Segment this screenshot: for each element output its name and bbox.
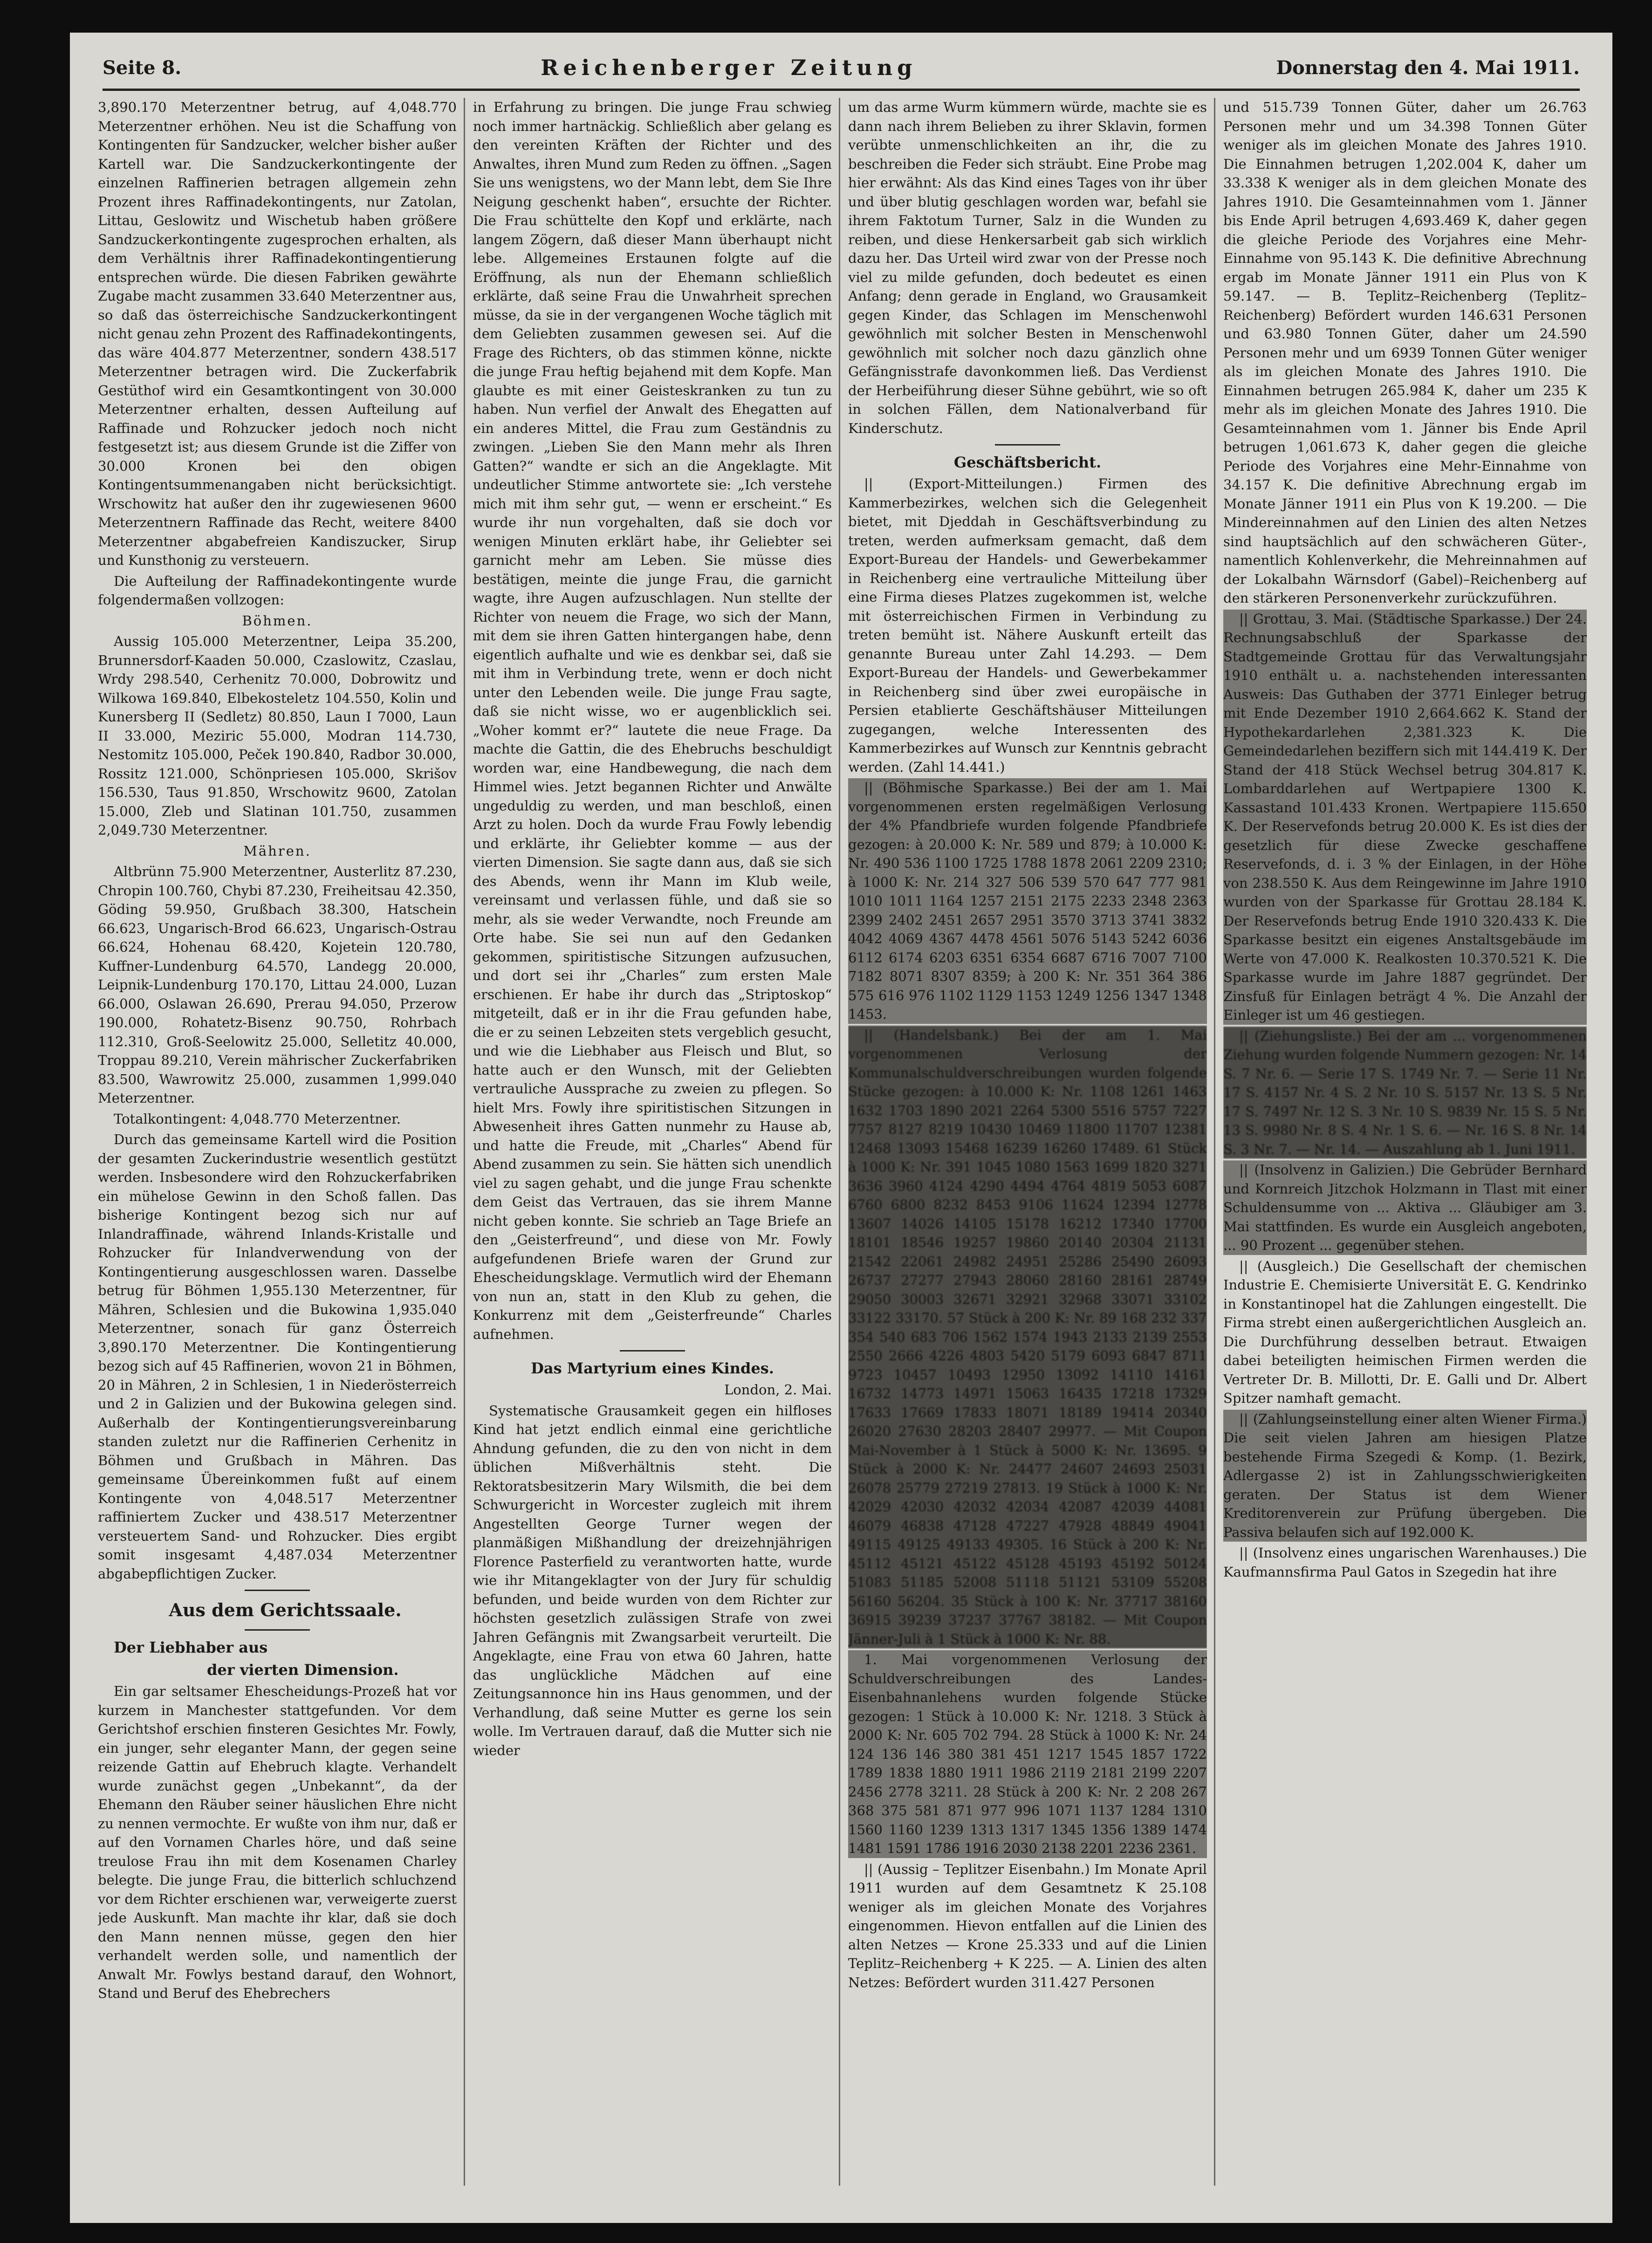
article-text: || (Insolvenz in Galizien.) Die Gebrüder Bernhard und Kornreich Jitzchok Holzmann in Tlast mit einer Schuldensumme von ... Aktiva ... Gläubiger am 3. Mai stattfinden. Es wurde ein Ausgleich angeboten, ... 90 Prozent ... gegenüber stehen. [1223,1160,1587,1255]
article-text: || (Handelsbank.) Bei der am 1. Mai vorgenommenen Verlosung der Kommunalschuldverschreibungen wurden folgende Stücke gezogen: à 10.000 K: Nr. 1108 1261 1463 1632 1703 1890 2021 2264 5300 5516 5757 7227 7757 8127 8219 10430 10469 11800 11707 12381 12468 13093 15468 16239 16260 17489. 61 Stück à 1000 K: Nr. 391 1045 1080 1563 1699 1820 3271 3636 3960 4124 4290 4494 4764 4819 5053 6087 6760 6800 8232 8453 9106 11624 12394 12778 13607 14026 14105 15178 16212 17340 17700 18101 18546 19257 19860 20140 20304 21131 21542 22061 24982 24951 25286 25490 26093 26737 27277 27943 28060 28160 28161 28749 29050 30003 32671 32921 32968 33071 33102 33122 33170. 57 Stück à 200 K: Nr. 89 168 232 337 354 540 683 706 1562 1574 1943 2133 2139 2553 2550 2666 4226 4803 5420 5179 6093 6847 8711 9723 10457 10493 12950 13092 14110 14161 16732 14773 14971 15063 16435 17218 17329 17633 17669 17833 18071 18189 19414 20340 26020 27630 28203 28407 29977. — Mit Coupon Mai-November à 1 Stück à 5000 K: Nr. 13695. 9 Stück à 2000 K: Nr. 24477 24607 24693 25031 26078 25779 27219 27813. 19 Stück à 1000 K: Nr. 42029 42030 42032 42034 42087 42039 44081 46079 46838 47128 47227 47928 48849 49041 49115 49125 49133 49305. 16 Stück à 200 K: Nr. 45112 45121 45122 45128 45193 45192 50124 51083 51185 52008 51118 51121 53109 55208 56160 56204. 35 Stück à 100 K: Nr. 37717 38160 36915 39239 37237 37767 38182. — Mit Coupon Jänner-Juli à 1 Stück à 1000 K: Nr. 88. [848,1026,1207,1649]
article-text: || (Insolvenz eines ungarischen Warenhauses.) Die Kaufmannsfirma Paul Gatos in Szegedin hat ihre [1223,1545,1587,1580]
section-heading-gerichtssaal: Aus dem Gerichtssaale. [169,1599,402,1620]
article-headline: der vierten Dimension. [207,1661,399,1679]
page-header [103,47,1580,91]
page-number: Seite 8. [103,56,182,79]
article-text: Totalkontingent: 4,048.770 Meterzentner. [114,1111,401,1127]
divider [995,444,1060,446]
section-heading-boehmen: Böhmen. [242,612,313,629]
article-text: || (Böhmische Sparkasse.) Bei der am 1. Mai vorgenommenen ersten regelmäßigen Verlosung der 4% Pfandbriefe wurden folgende Pfandbriefe gezogen: à 20.000 K: Nr. 589 und 879; à 10.000 K: Nr. 490 536 1100 1725 1788 1878 2061 2209 2310; à 1000 K: Nr. 214 327 506 539 570 647 777 981 1010 1011 1164 1257 2151 2175 2233 2348 2363 2399 2402 2451 2657 2951 3570 3713 3741 3832 4042 4069 4367 4478 4561 5076 5143 5242 6036 6112 6174 6203 6351 6354 6687 6716 7007 7100 7182 8071 8307 8359; à 200 K: Nr. 351 364 386 575 616 976 1102 1129 1153 1249 1256 1347 1348 1453. [848,778,1207,1024]
divider [245,1629,310,1631]
article-text: und 515.739 Tonnen Güter, daher um 26.763 Personen mehr und um 34.398 Tonnen Güter weniger als im gleichen Monate des Jahres 1910. Die Einnahmen betrugen 1,202.004 K, daher um 33.338 K weniger als in dem gleichen Monate des Jahres 1910. Die Gesamteinnahmen vom 1. Jänner bis Ende April betrugen 4,693.469 K, daher gegen die gleiche Periode des Vorjahres eine Mehr-Einnahme von 95.143 K. Die definitive Abrechnung ergab im Monate Jänner 1911 ein Plus von K 59.147. — B. Teplitz–Reichenberg (Teplitz–Reichenberg) Befördert wurden 146.631 Personen und 63.980 Tonnen Güter, daher um 24.590 Personen mehr und um 6939 Tonnen Güter weniger als im gleichen Monate des Jahres 1910. Die Einnahmen betrugen 265.984 K, daher um 235 K mehr als im gleichen Monate des Jahres 1910. Die Gesamteinnahmen vom 1. Jänner bis Ende April betrugen 1,061.673 K, daher gegen die gleiche Periode des Vorjahres eine Mehr-Einnahme von 34.157 K. Die definitive Abrechnung ergab im Monate Jänner 1911 ein Plus von K 19.200. — Die Mindereinnahmen auf den Linien des alten Netzes sind hauptsächlich auf den schwächeren Güter-, namentlich Kohlenverkehr, die Mehreinnahmen auf der Lokalbahn Wärnsdorf (Gabel)–Reichenberg auf den stärkeren Personenverkehr zurückzuführen. [1223,99,1587,606]
section-heading-maehren: Mähren. [243,843,311,859]
article-text: Die Aufteilung der Raffinadekontingente wurde folgendermaßen vollzogen: [98,573,457,608]
section-heading-geschaeftsbericht: Geschäftsbericht. [953,453,1102,471]
article-text: in Erfahrung zu bringen. Die junge Frau schwieg noch immer hartnäckig. Schließlich aber gelang es den vereinten Kräften der Richter und des Anwaltes, ihren Mund zum Reden zu öffnen. „Sagen Sie uns wenigstens, wo der Mann lebt, dem Sie Ihre Neigung geschenkt haben“, ersuchte der Richter. Die Frau schüttelte den Kopf und erklärte, nach langem Zögern, daß dieser Mann überhaupt nicht lebe. Allgemeines Erstaunen folgte auf die Eröffnung, als nun der Ehemann schließlich erklärte, daß seine Frau die Unwahrheit sprechen müsse, da sie in der vergangenen Woche täglich mit dem Geliebten zusammen gewesen sei. Auf die Frage des Richters, ob das stimmen könne, nickte die junge Frau heftig bejahend mit dem Kopfe. Man glaubte es mit einer Geisteskranken zu tun zu haben. Nun verfiel der Anwalt des Ehegatten auf ein anderes Mittel, die Frau zum Geständnis zu zwingen. „Lieben Sie den Mann mehr als Ihren Gatten?“ wandte er sich an die Angeklagte. Mit undeutlicher Stimme antwortete sie: „Ich verstehe mich mit ihm sehr gut, — wenn er erscheint.“ Es wurde ihr nun vorgehalten, daß sie doch vor wenigen Minuten erklärt habe, ihr Geliebter sei garnicht mehr am Leben. Sie müsse dies bestätigen, meinte die junge Frau, die garnicht wagte, ihre Augen aufzuschlagen. Nun stellte der Richter von neuem die Frage, wo sich der Mann, mit dem sie ihren Gatten hintergangen habe, denn eigentlich aufhalte und wie es denkbar sei, daß sie mit ihm in Verbindung trete, wenn er doch nicht unter den Lebenden weile. Die junge Frau sagte, daß sie nicht wisse, wo er augenblicklich sei. „Woher kommt er?“ lautete die neue Frage. Da machte die Gattin, die des Ehebruchs beschuldigt worden war, eine Handbewegung, die nach dem Himmel wies. Jetzt begannen Richter und Anwälte ungeduldig zu werden, und man beschloß, einen Arzt zu holen. Doch da wurde Frau Fowly lebendig und erklärte, ihr Geliebter komme — aus der vierten Dimension. Sie sagte dann aus, daß sie sich des Abends, wenn ihr Mann im Klub weile, vereinsamt und verlassen fühle, und daß sie so mehr, als sie weder Verwandte, noch Freunde am Orte habe. Sie sei nun auf den Gedanken gekommen, spiritistische Sitzungen aufzusuchen, und dort sei ihr „Charles“ zum ersten Male erschienen. Er habe ihr durch das „Striptoskop“ mitgeteilt, daß er in ihr die Frau gefunden habe, die er zu seinen Lebzeiten stets vergeblich gesucht, und wie die Liebhaber aus Fleisch und Blut, so hatte auch er den Wunsch, mit der Geliebten vertrauliche Aussprache zu zweien zu pflegen. So hielt Mrs. Fowly ihre spiritistischen Sitzungen in Abwesenheit ihres Gatten nunmehr zu Hause ab, und hatte die Freude, mit „Charles“ Abend für Abend zusammen zu sein. Sie hätten sich unendlich viel zu sagen gehabt, und die junge Frau schenkte dem Geist das Vertrauen, das sie ihrem Manne nicht geben konnte. Sie schrieb an Tage Briefe an den „Geisterfreund“, und diese von Mr. Fowly aufgefundenen Briefe waren der Grund zur Ehescheidungsklage. Vermutlich wird der Ehemann von nun an, statt in den Klub zu gehen, die Konkurrenz mit dem „Geisterfreunde“ Charles aufnehmen. [473,99,832,1342]
article-text: 1. Mai vorgenommenen Verlosung der Schuldverschreibungen des Landes-Eisenbahnanlehens wurden folgende Stücke gezogen: 1 Stück à 10.000 K: Nr. 1218. 3 Stück à 2000 K: Nr. 605 702 794. 28 Stück à 1000 K: Nr. 24 124 136 146 380 381 451 1217 1545 1857 1722 1789 1838 1880 1911 1986 2119 2181 2199 2207 2456 2778 3211. 28 Stück à 200 K: Nr. 2 208 267 368 375 581 871 977 996 1071 1137 1284 1310 1560 1160 1239 1313 1317 1345 1356 1389 1474 1481 1591 1786 1916 2030 2138 2201 2236 2361. [848,1650,1207,1858]
column-2 [473,98,832,2195]
column-4 [1223,98,1587,2195]
dateline: London, 2. Mai. [724,1382,832,1398]
article-text: Durch das gemeinsame Kartell wird die Position der gesamten Zuckerindustrie wesentlich gestützt werden. Insbesondere wird den Rohzuckerfabriken ein mühelose Gewinn in den Schoß fallen. Das bisherige Kontingent bezog sich nur auf Inlandraffinade, während Inlands-Kristalle und Rohzucker für Inlandverwendung von der Kontingentierung ausgeschlossen waren. Dasselbe betrug für Böhmen 1,955.130 Meterzentner, für Mähren, Schlesien und die Bukowina 1,935.040 Meterzentner, sonach für ganz Österreich 3,890.170 Meterzentner. Die Kontingentierung bezog sich auf 45 Raffinerien, wovon 21 in Böhmen, 20 in Mähren, 2 in Schlesien, 1 in Niederösterreich und 2 in Galizien und der Bukowina gelegen sind. Außerhalb der Kontingentierungsvereinbarung standen zuletzt nur die Raffinerien Cerhenitz in Böhmen und Grußbach in Mähren. Das gemeinsame Übereinkommen fußt auf einem Kontingente von 4,048.517 Meterzentner raffiniertem Zucker und 438.517 Meterzentner versteuertem Sand- und Rohzucker. Dies ergibt somit insgesamt 4,487.034 Meterzentner abgabepflichtigen Zucker. [98,1132,457,1582]
column-3 [848,98,1207,2195]
column-rule [464,98,465,2186]
divider [245,1590,310,1591]
article-text: || (Export-Mitteilungen.) Firmen des Kammerbezirkes, welchen sich die Gelegenheit bietet, mit Djeddah in Geschäftsverbindung zu treten, werden aufmerksam gemacht, daß dem Export-Bureau der Handels- und Gewerbekammer in Reichenberg eine vertrauliche Mitteilung über eine Firma dieses Platzes zugekommen ist, welche mit österreichischen Firmen in Verbindung zu treten bemüht ist. Nähere Auskunft erteilt das genannte Bureau unter Zahl 14.293. — Dem Export-Bureau der Handels- und Gewerbekammer in Reichenberg sind über zwei europäische in Persien etablierte Geschäftshäuser Mitteilungen zugegangen, welche Interessenten des Kammerbezirkes auf Wunsch zur Kenntnis gebracht werden. (Zahl 14.441.) [848,476,1207,775]
article-text: Systematische Grausamkeit gegen ein hilfloses Kind hat jetzt endlich einmal eine gerichtliche Ahndung gefunden, die zu den von nicht in dem üblichen Mißverhältnis steht. Die Rektoratsbesitzerin Mary Wilsmith, die bei dem Schwurgericht in Worcester zugleich mit ihrem Angestellten George Turner wegen der planmäßigen Mißhandlung der dreizehnjährigen Florence Pasterfield zu verantworten hatte, wurde wie ihr Mitangeklagter von der Jury für schuldig befunden, und beide wurden von dem Richter zur höchsten gesetzlich zulässigen Strafe von zwei Jahren Gefängnis mit Zwangsarbeit verurteilt. Die Angeklagte, eine Frau von etwa 60 Jahren, hatte das unglückliche Mädchen auf eine Zeitungsannonce hin ins Haus genommen, und der Verhandlung, daß seine Mutter es gerne los sein wolle. Im Vertrauen darauf, daß die Mutter sich nie wieder [473,1402,832,1758]
article-text: || (Ausgleich.) Die Gesellschaft der chemischen Industrie E. Chemisierte Universität E. G. Kendrinko in Konstantinopel hat die Zahlungen eingestellt. Die Firma strebt einen außergerichtlichen Ausgleich an. Die Durchführung desselben betraut. Etwaigen dabei beteiligten heimischen Firmen werden die Vertreter Dr. B. Millotti, Dr. E. Galli und Dr. Albert Spitzer namhaft gemacht. [1223,1258,1587,1406]
article-headline: Der Liebhaber aus [114,1639,268,1656]
newspaper-page [70,33,1612,2223]
column-1 [98,98,457,2195]
article-text: Altbrünn 75.900 Meterzentner, Austerlitz 87.230, Chropin 100.760, Chybi 87.230, Freiheitsau 42.350, Göding 59.950, Grußbach 38.300, Hatschein 66.623, Ungarisch-Brod 66.623, Ungarisch-Ostrau 66.624, Hohenau 68.420, Kojetein 120.780, Kuffner-Lundenburg 64.570, Landegg 20.000, Leipnik-Lundenburg 170.170, Littau 24.000, Luzan 66.000, Oslawan 26.690, Prerau 94.050, Przerow 190.000, Rohatetz-Bisenz 90.750, Rohrbach 112.310, Groß-Seelowitz 25.000, Selletitz 40.000, Troppau 89.210, Verein mährischer Zuckerfabriken 83.500, Wawrowitz 25.000, zusammen 1,999.040 Meterzentner. [98,864,457,1106]
article-text: || (Ziehungsliste.) Bei der am ... vorgenommenen Ziehung wurden folgende Nummern gezogen: Nr. 14 S. 7 Nr. 6. — Serie 17 S. 1749 Nr. 7. — Serie 11 Nr. 17 S. 4157 Nr. 4 S. 2 Nr. 10 S. 5157 Nr. 13 S. 5 Nr. 17 S. 7497 Nr. 12 S. 3 Nr. 10 S. 9839 Nr. 15 S. 5 Nr. 13 S. 9980 Nr. 8 S. 4 Nr. 1 S. 6. — Nr. 16 S. 8 Nr. 14 S. 3 Nr. 7. — Nr. 14. — Auszahlung ab 1. Juni 1911. [1223,1027,1587,1159]
column-rule [839,98,840,2186]
article-text: Aussig 105.000 Meterzentner, Leipa 35.200, Brunnersdorf-Kaaden 50.000, Czaslowitz, Czaslau, Wrdy 298.540, Cerhenitz 70.000, Dobrowitz und Wilkowa 169.840, Elbekosteletz 104.550, Kolin und Kunersberg II (Sedletz) 80.850, Laun I 7000, Laun II 33.000, Meziric 55.000, Modran 114.730, Nestomitz 105.000, Peček 190.840, Radbor 30.000, Rossitz 121.000, Schönpriesen 105.000, Skrišov 156.530, Taus 91.850, Wrschowitz 9600, Zatolan 15.000, Zleb und Slatinan 101.750, zusammen 2,049.730 Meterzentner. [98,633,457,838]
article-text: || (Zahlungseinstellung einer alten Wiener Firma.) Die seit vielen Jahren am hiesigen Platze bestehende Firma Szegedi & Komp. (1. Bezirk, Adlergasse 2) ist in Zahlungsschwierigkeiten geraten. Der Status ist dem Wiener Kreditorenverein zur Prüfung übergeben. Die Passiva belaufen sich auf 192.000 K. [1223,1410,1587,1542]
issue-date: Donnerstag den 4. Mai 1911. [1276,56,1580,79]
article-text: || (Aussig – Teplitzer Eisenbahn.) Im Monate April 1911 wurden auf dem Gesamtnetz K 25.108 weniger als im gleichen Monate des Vorjahres eingenommen. Hievon entfallen auf die Linien des alten Netzes — Krone 25.333 und auf die Linien Teplitz–Reichenberg + K 225. — A. Linien des alten Netzes: Befördert wurden 311.427 Personen [848,1861,1207,1990]
article-text: 3,890.170 Meterzentner betrug, auf 4,048.770 Meterzentner erhöhen. Neu ist die Schaffung von Kontingenten für Sandzucker, welcher bisher außer Kartell war. Die Sandzuckerkontingente der einzelnen Raffinerien betragen allgemein zehn Prozent ihres Raffinadekontingents, nur Zatolan, Littau, Geslowitz und Wischetub haben größere Sandzuckerkontingente zugesprochen erhalten, als dem Verhältnis ihrer Raffinadekontingentierung entsprechen würde. Die diesen Fabriken gewährte Zugabe macht zusammen 33.640 Meterzentner aus, so daß das österreichische Sandzuckerkontingent nicht genau zehn Prozent des Raffinadekontingents, das wäre 404.877 Meterzentner, sondern 438.517 Meterzentner betragen wird. Die Zuckerfabrik Gestüthof wird ein Gesamtkontingent von 30.000 Meterzentner erhalten, dessen Aufteilung auf Raffinade und Rohzucker jedoch noch nicht festgesetzt ist; aus diesem Grunde ist die Ziffer von 30.000 Kronen bei den obigen Kontingentsummenangaben nicht berücksichtigt. Wrschowitz hat außer den ihr zugewiesenen 9600 Meterzentnern Raffinade das Recht, weitere 8400 Meterzentner abgabefreien Kandiszucker, Sirup und Kunsthonig zu versteuern. [98,99,457,568]
column-rule [1214,98,1215,2186]
newspaper-title: Reichenberger Zeitung [541,55,917,80]
article-text: Ein gar seltsamer Ehescheidungs-Prozeß hat vor kurzem in Manchester stattgefunden. Vor dem Gerichtshof erschien finsteren Gesichtes Mr. Fowly, ein junger, sehr eleganter Mann, der gegen seine reizende Gattin auf Ehebruch klagte. Verhandelt wurde zunächst gegen „Unbekannt“, da der Ehemann den Räuber seiner häuslichen Ehre nicht zu nennen vermochte. Er wußte von ihm nur, daß er auf den Vornamen Charles höre, und daß seine treulose Frau ihn mit dem Kosenamen Charley belegte. Die junge Frau, die bitterlich schluchzend vor dem Richter erschienen war, verweigerte zuerst jede Auskunft. Man machte ihr klar, daß sie doch den Mann nennen müsse, gegen den hier verhandelt werden solle, und namentlich der Anwalt Mr. Fowlys bestand darauf, den Wohnort, Stand und Beruf des Ehebrechers [98,1683,457,2001]
article-text: || Grottau, 3. Mai. (Städtische Sparkasse.) Der 24. Rechnungsabschluß der Sparkasse der Stadtgemeinde Grottau für das Verwaltungsjahr 1910 enthält u. a. nachstehenden interessanten Ausweis: Das Guthaben der 3771 Einleger betrug mit Ende Dezember 1910 2,664.662 K. Stand der Hypothekardarlehen 2,381.323 K. Die Gemeindedarlehen beziffern sich mit 144.419 K. Der Stand der 418 Stück Wechsel betrug 304.817 K. Lombarddarlehen auf Wertpapiere 1300 K. Kassastand 101.433 Kronen. Wertpapiere 115.650 K. Der Reservefonds betrug 20.000 K. Es ist dies der gesetzlich für diese Zwecke geschaffene Reservefonds, d. i. 3 % der Einlagen, in der Höhe von 238.550 K. Aus dem Reingewinne im Jahre 1910 wurden von der Sparkasse für Grottau 28.184 K. Der Reservefonds betrug Ende 1910 320.433 K. Die Sparkasse besitzt ein eigenes Anstaltsgebäude im Werte von 47.000 K. Realkosten 10.370.521 K. Die Sparkasse wurde im Jahre 1887 gegründet. Der Zinsfuß für Einlagen beträgt 4 %. Die Anzahl der Einleger ist um 46 gestiegen. [1223,610,1587,1025]
article-headline: Das Martyrium eines Kindes. [531,1359,774,1377]
article-text: um das arme Wurm kümmern würde, machte sie es dann nach ihrem Belieben zu ihrer Sklavin, formen verübte unmenschlichkeiten an ihr, die zu beschreiben die Feder sich sträubt. Eine Probe mag hier erwähnt: Als das Kind eines Tages von ihr über und über blutig geschlagen worden war, befahl sie ihrem Faktotum Turner, Salz in die Wunden zu reiben, und diese Henkersarbeit gab sich wirklich dazu her. Das Urteil wird zwar von der Presse noch viel zu milde gefunden, doch bedeutet es einen Anfang; denn gerade in England, wo Grausamkeit gegen Kinder, das Schlagen im Menschenwohl gewöhnlich mit solcher Besten in Menschenwohl gewöhnlich mit solcher noch dazu gänzlich ohne Gefängnisstrafe davonkommen ließ. Das Verdienst der Herbeiführung dieser Sühne gebührt, wie so oft in solchen Fällen, dem Nationalverband für Kinderschutz. [848,99,1207,436]
divider [620,1350,685,1351]
